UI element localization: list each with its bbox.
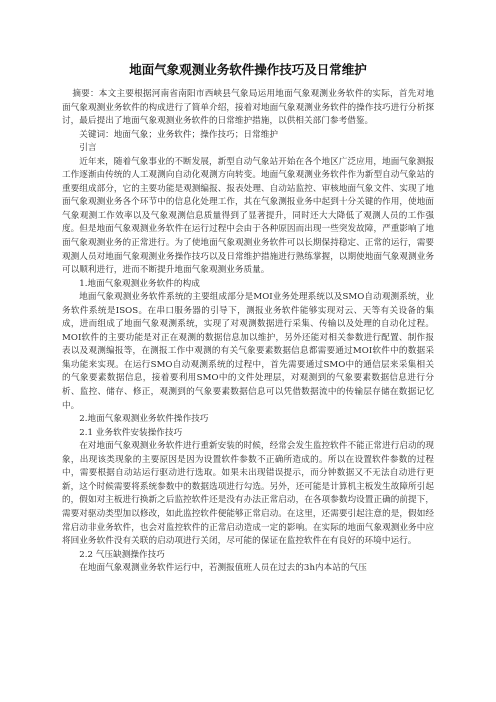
abstract: 摘要：本文主要根据河南省南阳市西峡县气象局运用地面气象观测业务软件的实际，首先对地面气象观测业务软件的构成进行了简单介绍，接着对地面气象观测业务软件的操作技巧进行分析探讨，最后提出了地面气象观测业务软件的日常维护措施，以供相关部门参考借鉴。 bbox=[62, 89, 434, 127]
section-1-paragraph: 地面气象观测业务软件系统的主要组成部分是MOI业务处理系统以及SMO自动观测系统，业务软件系统是ISOS。在串口服务器的引导下，测报业务软件能够实现对云、天等有关设备的集成，进而组成了地面气象观测系统，实现了对观测数据进行采集、传输以及处理的自动化过程。MOI软件的主要功能是对正在观测的数据信息加以维护，另外还能对相关参数进行配置、制作报表以及观测编报等，在测报工作中观测的有关气象要素数据信息都需要通过MOI软件中的数据采集功能来实现。在运行SMO自动观测系统的过程中，首先需要通过SMO中的通信层来采集相关的气象要素数据信息，接着要利用SMO中的文件处理层，对观测到的气象要素数据信息进行分析、监控、储存、修正，观测到的气象要素数据信息可以凭借数据流中的传输层存储在数据记忆中。 bbox=[62, 292, 434, 411]
section-2-heading: 2.地面气象观测业务软件操作技巧 bbox=[79, 414, 209, 425]
section-2-2-paragraph: 在地面气象观测业务软件运行中，若测报值班人员在过去的3h内本站的气压 bbox=[79, 563, 367, 574]
document-title: 地面气象观测业务软件操作技巧及日常维护 bbox=[129, 62, 367, 77]
section-2-2-heading: 2.2 气压缺测操作技巧 bbox=[79, 549, 165, 560]
section-2-1-heading: 2.1 业务软件安装操作技巧 bbox=[79, 427, 183, 438]
section-2-1-paragraph: 在对地面气象观测业务软件进行重新安装的时候，经常会发生监控软件不能正常进行启动的现象，出现该类现象的主要原因是因为设置软件参数不正确所造成的。所以在设置软件参数的过程中，需要根据自动站运行驱动进行选取。如果未出现错误提示，而分钟数据又不无法自动进行更新，这个时候需要将系统参数中的数据选项进行勾选。另外，还可能是计算机主板发生故障所引起的，假如对主板进行换新之后监控软件还是没有办法正常启动，在各项参数均设置正确的前提下，需要对驱动类型加以修改，如此监控软件便能够正常启动。在这里，还需要引起注意的是，假如经常启动非业务软件，也会对监控软件的正常启动造成一定的影响。在实际的地面气象观测业务中应将回业务软件没有关联的启动项进行关闭，尽可能的保证在监控软件在有良好的环境中运行。 bbox=[62, 441, 434, 547]
section-1-heading: 1.地面气象观测业务软件的构成 bbox=[79, 278, 200, 289]
document-body bbox=[62, 88, 434, 576]
intro-heading: 引言 bbox=[79, 143, 97, 154]
intro-paragraph: 近年来，随着气象事业的不断发展，新型自动气象站开始在各个地区广泛应用，地面气象测报工作逐渐由传统的人工观测向自动化观测方向转变。地面气象观测业务软件作为新型自动气象站的重要组成部分，它的主要功能是观测编报、报表处理、自动站监控、审核地面气象文件、实现了地面气象观测业务各个环节中的信息化处理工作，其在气象测报业务中起到十分关键的作用，使地面气象观测工作效率以及气象观测信息质量得到了显著提升，同时还大大降低了观测人员的工作强度。但是地面气象观测业务软件在运行过程中会由于各种原因而出现一些突发故障，严重影响了地面气象观测业务的正常进行。为了使地面气象观测业务软件可以长期保持稳定、正常的运行，需要观测人员对地面气象观测业务操作技巧以及日常维护措施进行熟练掌握，以期使地面气象观测业务可以顺利进行，进而不断提升地面气象观测业务质量。 bbox=[62, 156, 434, 276]
keywords: 关键词：地面气象；业务软件；操作技巧；日常维护 bbox=[79, 129, 278, 140]
